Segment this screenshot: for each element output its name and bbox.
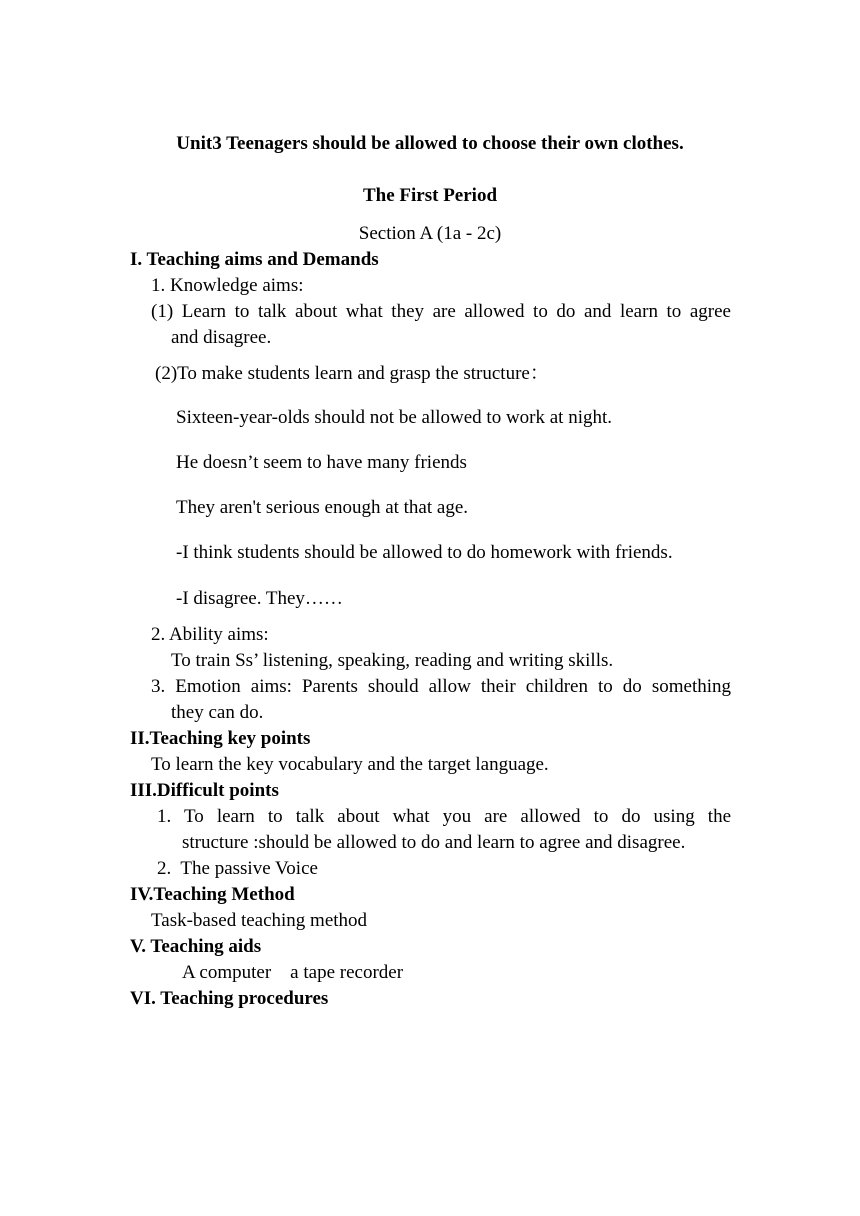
key-points-text: To learn the key vocabulary and the target language. <box>151 754 549 775</box>
heading-key-points: II.Teaching key points <box>130 728 311 749</box>
ability-aims-text: To train Ss’ listening, speaking, reading and writing skills. <box>171 650 614 671</box>
knowledge-aim-1-line2: and disagree. <box>171 327 272 348</box>
heading-teaching-method: IV.Teaching Method <box>130 884 295 905</box>
ability-aims-label: 2. Ability aims: <box>151 624 269 645</box>
period-heading: The First Period <box>362 185 498 206</box>
structure-sentence-2: He doesn’t seem to have many friends <box>176 452 467 473</box>
heading-teaching-aids: V. Teaching aids <box>130 936 262 957</box>
section-subtitle: Section A (1a - 2c) <box>358 223 502 244</box>
structure-sentence-1: Sixteen-year-olds should not be allowed to work at night. <box>176 407 613 428</box>
teaching-method-text: Task-based teaching method <box>151 910 368 931</box>
difficult-point-1-line1: 1. To learn to talk about what you are allowed to do using the <box>157 806 731 827</box>
emotion-aims-line2: they can do. <box>171 702 264 723</box>
emotion-aims-line1: 3. Emotion aims: Parents should allow their children to do something <box>151 676 731 697</box>
structure-sentence-5: -I disagree. They…… <box>176 588 343 609</box>
heading-teaching-aims: I. Teaching aims and Demands <box>130 249 379 270</box>
structure-sentence-3: They aren't serious enough at that age. <box>176 497 469 518</box>
document-title: Unit3 Teenagers should be allowed to choose their own clothes. <box>176 133 684 154</box>
heading-teaching-procedures: VI. Teaching procedures <box>130 988 329 1009</box>
structure-sentence-4: -I think students should be allowed to do homework with friends. <box>176 542 673 563</box>
difficult-point-1-line2: structure :should be allowed to do and learn to agree and disagree. <box>182 832 686 853</box>
heading-difficult-points: III.Difficult points <box>130 780 279 801</box>
knowledge-aim-1-line1: (1) Learn to talk about what they are allowed to do and learn to agree <box>151 301 731 322</box>
teaching-aids-text: A computer a tape recorder <box>182 962 404 983</box>
knowledge-aims-label: 1. Knowledge aims: <box>151 275 304 296</box>
difficult-point-2: 2. The passive Voice <box>157 858 318 879</box>
knowledge-aim-2: (2)To make students learn and grasp the structure： <box>155 363 549 384</box>
